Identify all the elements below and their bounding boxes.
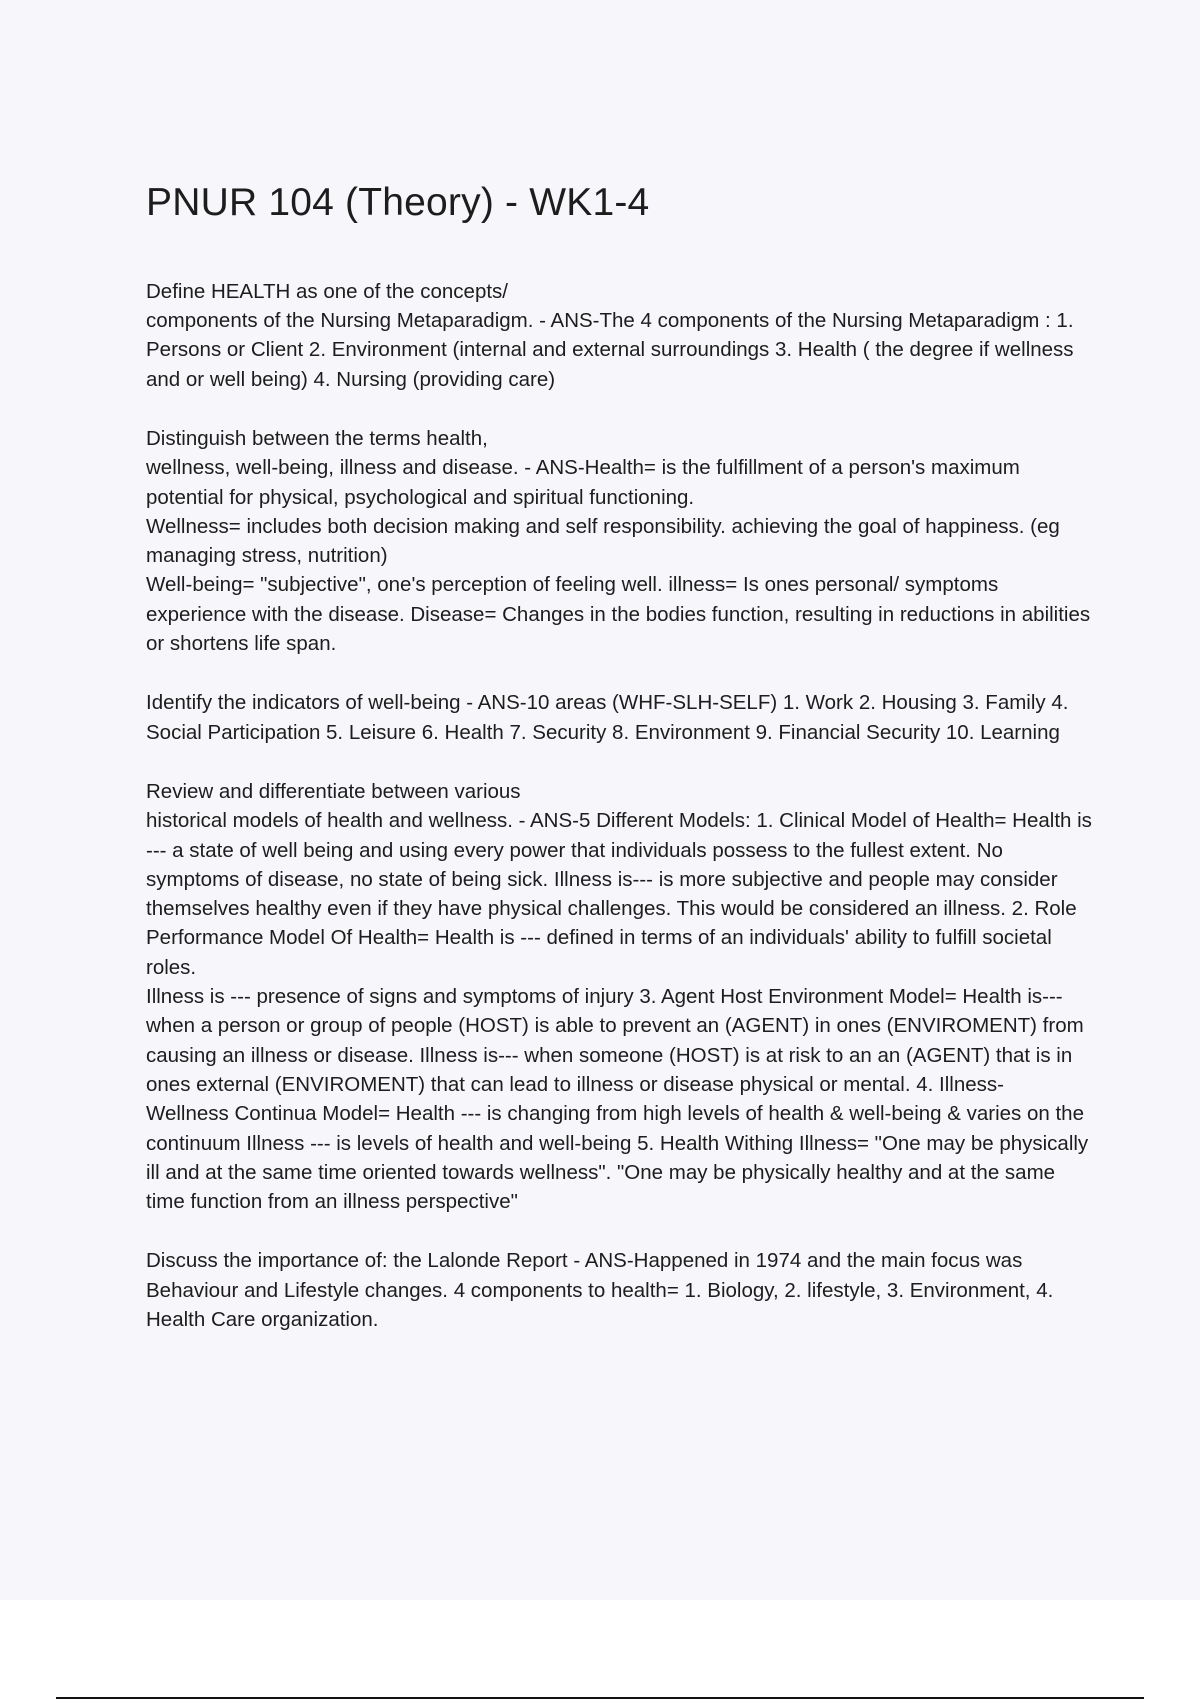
qa-section-historical-models (146, 777, 1092, 1216)
answer-text: Illness is --- presence of signs and symptoms of injury 3. Agent Host Environment Model= Health is---when a person or group of people (HOST) is able to prevent an (AGENT) in ones (ENVIROMENT) from causing an illness or disease. Illness is--- when someone (HOST) is at risk to an an (AGENT) that is in ones external (ENVIROMENT) that can lead to illness or disease physical or mental. 4. Illness- Wellness Continua Model= Health --- is changing from high levels of health & well-being & varies on the continuum Illness --- is levels of health and well-being 5. Health Withing Illness= "One may be physically ill and at the same time oriented towards wellness". "One may be physically healthy and at the same time function from an illness perspective" (146, 985, 1089, 1214)
document-content (146, 180, 1092, 1364)
qa-section-health-terms (146, 424, 1092, 658)
question-line: Define HEALTH as one of the concepts/ (146, 279, 508, 303)
answer-text: wellness, well-being, illness and disease. - ANS-Health= is the fulfillment of a person's maximum potential for physical, psychological and spiritual functioning. (146, 456, 1020, 509)
question-line: Distinguish between the terms health, (146, 426, 488, 450)
qa-section-health-definition (146, 277, 1092, 394)
answer-text: Identify the indicators of well-being - ANS-10 areas (WHF-SLH-SELF) 1. Work 2. Housing 3. Family 4. Social Participation 5. Leisure 6. Health 7. Security 8. Environment 9. Financial Security 10. Learning (146, 691, 1069, 744)
answer-text: historical models of health and wellness. - ANS-5 Different Models: 1. Clinical Model of Health= Health is --- a state of well being and using every power that individuals possess to the fullest extent. No symptoms of disease, no state of being sick. Illness is--- is more subjective and people may consider themselves healthy even if they have physical challenges. This would be considered an illness. 2. Role Performance Model Of Health= Health is --- defined in terms of an individuals' ability to fulfill societal roles. (146, 809, 1092, 979)
answer-text: Wellness= includes both decision making and self responsibility. achieving the goal of happiness. (eg managing stress, nutrition) (146, 514, 1060, 568)
qa-section-lalonde-report (146, 1246, 1092, 1334)
answer-text: components of the Nursing Metaparadigm. - ANS-The 4 components of the Nursing Metaparadigm : 1. Persons or Client 2. Environment (internal and external surroundings 3. Health ( the degree if wellness and or well being) 4. Nursing (providing care) (146, 309, 1074, 391)
document-title: PNUR 104 (Theory) - WK1-4 (146, 181, 650, 224)
question-line: Review and differentiate between various (146, 779, 521, 803)
footer-divider (56, 1697, 1144, 1699)
answer-text: Discuss the importance of: the Lalonde Report - ANS-Happened in 1974 and the main focus was Behaviour and Lifestyle changes. 4 components to health= 1. Biology, 2. lifestyle, 3. Environment, 4. Health Care organization. (146, 1249, 1054, 1331)
answer-text: Well-being= "subjective", one's perception of feeling well. illness= Is ones personal/ symptoms experience with the disease. Disease= Changes in the bodies function, resulting in reductions in abilities or shortens life span. (146, 573, 1091, 656)
qa-section-well-being-indicators (146, 688, 1092, 747)
